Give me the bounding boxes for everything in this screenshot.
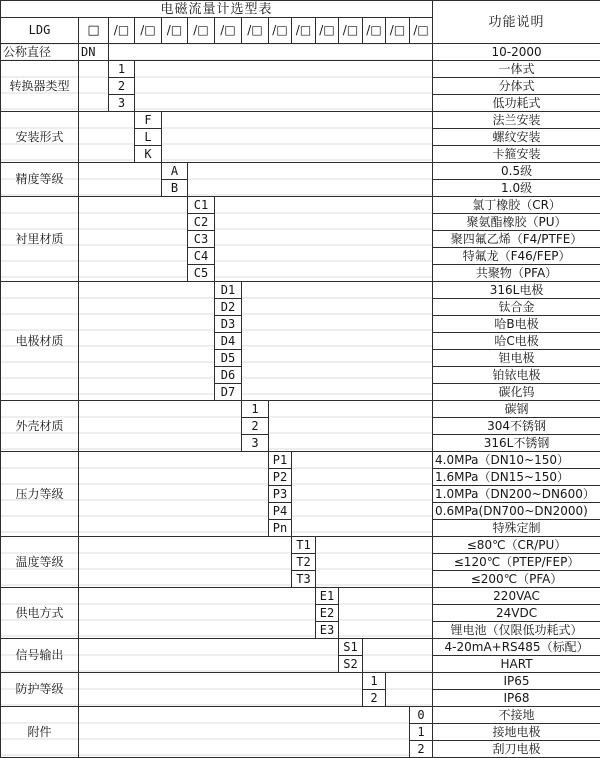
- option-desc-cell: 0.5级: [433, 163, 600, 180]
- option-row: [1, 44, 600, 61]
- option-desc-cell: 钛合金: [433, 299, 600, 316]
- option-desc-cell: 碳化钨: [433, 384, 600, 401]
- category-label: 温度等级: [1, 537, 79, 588]
- category-label: 防护等级: [1, 673, 79, 707]
- empty-cell: [363, 639, 433, 673]
- empty-cell: [188, 163, 433, 197]
- category-label: 安装形式: [1, 112, 79, 163]
- option-desc-cell: 螺纹安装: [433, 129, 600, 146]
- option-code-cell: D2: [215, 299, 242, 316]
- option-desc-cell: 304不锈钢: [433, 418, 600, 435]
- code-slot: /□: [410, 18, 433, 44]
- option-code-cell: C4: [188, 248, 215, 265]
- option-code-cell: D7: [215, 384, 242, 401]
- code-slot: /□: [363, 18, 386, 44]
- option-code-cell: K: [135, 146, 162, 163]
- code-box-placeholder: □: [79, 18, 109, 44]
- option-code-cell: E2: [316, 605, 339, 622]
- empty-cell: [135, 61, 433, 112]
- code-slot: /□: [162, 18, 188, 44]
- option-desc-cell: 4.0MPa（DN10~150）: [433, 452, 600, 469]
- option-code-cell: T2: [292, 554, 316, 571]
- option-code-cell: 1: [242, 401, 269, 418]
- option-desc-cell: 316L不锈钢: [433, 435, 600, 452]
- option-code-cell: F: [135, 112, 162, 129]
- option-desc-cell: 接地电极: [433, 724, 600, 741]
- code-slot: /□: [292, 18, 316, 44]
- empty-cell: [79, 197, 188, 282]
- empty-cell: [79, 673, 363, 707]
- option-desc-cell: 一体式: [433, 61, 600, 78]
- option-code-cell: S1: [339, 639, 363, 656]
- option-desc-cell: 不接地: [433, 707, 600, 724]
- empty-cell: [79, 537, 292, 588]
- option-code-cell: B: [162, 180, 188, 197]
- option-code-cell: P4: [269, 503, 292, 520]
- category-label: 转换器类型: [1, 61, 79, 112]
- option-desc-cell: IP65: [433, 673, 600, 690]
- empty-cell: [79, 707, 410, 758]
- option-code-cell: 2: [242, 418, 269, 435]
- option-desc-cell: 低功耗式: [433, 95, 600, 112]
- empty-cell: [79, 112, 135, 163]
- option-row: [1, 673, 600, 690]
- table-title: 电磁流量计选型表: [1, 1, 433, 18]
- option-desc-cell: 哈C电极: [433, 333, 600, 350]
- option-desc-cell: 1.0级: [433, 180, 600, 197]
- option-desc-cell: ≤120℃（PTEP/FEP）: [433, 554, 600, 571]
- option-code-cell: S2: [339, 656, 363, 673]
- option-desc-cell: 1.0MPa（DN200~DN600）: [433, 486, 600, 503]
- option-desc-cell: 钽电极: [433, 350, 600, 367]
- option-desc-cell: 卡箍安装: [433, 146, 600, 163]
- option-row: [1, 282, 600, 299]
- option-row: [1, 707, 600, 724]
- empty-cell: [79, 401, 242, 452]
- empty-cell: [79, 452, 269, 537]
- option-desc-cell: 聚四氟乙烯（F4/PTFE）: [433, 231, 600, 248]
- option-desc-cell: 聚氨酯橡胶（PU）: [433, 214, 600, 231]
- option-desc-cell: 0.6MPa(DN700~DN2000): [433, 503, 600, 520]
- option-code-cell: P2: [269, 469, 292, 486]
- option-row: [1, 401, 600, 418]
- option-code-cell: DN: [79, 44, 109, 61]
- option-code-cell: C5: [188, 265, 215, 282]
- option-row: [1, 61, 600, 78]
- category-label: 信号输出: [1, 639, 79, 673]
- option-code-cell: C2: [188, 214, 215, 231]
- option-desc-cell: ≤200℃（PFA）: [433, 571, 600, 588]
- option-code-cell: 2: [109, 78, 135, 95]
- option-code-cell: 0: [410, 707, 433, 724]
- option-desc-cell: 10-2000: [433, 44, 600, 61]
- option-desc-cell: 氯丁橡胶（CR）: [433, 197, 600, 214]
- option-row: [1, 163, 600, 180]
- empty-cell: [242, 282, 433, 401]
- category-label: 供电方式: [1, 588, 79, 639]
- category-label: 附件: [1, 707, 79, 758]
- option-code-cell: P3: [269, 486, 292, 503]
- category-label: 公称直径: [1, 44, 79, 61]
- code-slot: /□: [188, 18, 215, 44]
- option-desc-cell: 分体式: [433, 78, 600, 95]
- option-code-cell: 1: [363, 673, 386, 690]
- option-row: [1, 639, 600, 656]
- category-label: 衬里材质: [1, 197, 79, 282]
- option-code-cell: 2: [363, 690, 386, 707]
- empty-cell: [79, 61, 109, 112]
- option-desc-cell: 铂铱电极: [433, 367, 600, 384]
- option-code-cell: P1: [269, 452, 292, 469]
- option-desc-cell: 220VAC: [433, 588, 600, 605]
- empty-cell: [79, 639, 339, 673]
- option-desc-cell: 特氟龙（F46/FEP）: [433, 248, 600, 265]
- option-desc-cell: 24VDC: [433, 605, 600, 622]
- option-desc-cell: 1.6MPa（DN15~150）: [433, 469, 600, 486]
- option-code-cell: D3: [215, 316, 242, 333]
- empty-cell: [215, 197, 433, 282]
- code-slot: /□: [386, 18, 410, 44]
- option-desc-cell: 锂电池（仅限低功耗式）: [433, 622, 600, 639]
- empty-cell: [292, 452, 433, 537]
- header-row-title: [1, 1, 600, 18]
- empty-cell: [79, 282, 215, 401]
- empty-cell: [109, 44, 433, 61]
- code-slot: /□: [269, 18, 292, 44]
- empty-cell: [79, 588, 316, 639]
- empty-cell: [269, 401, 433, 452]
- option-code-cell: D4: [215, 333, 242, 350]
- option-row: [1, 588, 600, 605]
- option-code-cell: 3: [242, 435, 269, 452]
- option-desc-cell: 刮刀电极: [433, 741, 600, 758]
- category-label: 压力等级: [1, 452, 79, 537]
- code-slot: /□: [215, 18, 242, 44]
- empty-cell: [162, 112, 433, 163]
- option-code-cell: 1: [410, 724, 433, 741]
- option-code-cell: E3: [316, 622, 339, 639]
- option-code-cell: D1: [215, 282, 242, 299]
- option-code-cell: C1: [188, 197, 215, 214]
- option-code-cell: C3: [188, 231, 215, 248]
- option-row: [1, 537, 600, 554]
- option-desc-cell: 共聚物（PFA）: [433, 265, 600, 282]
- option-row: [1, 112, 600, 129]
- option-desc-cell: 法兰安装: [433, 112, 600, 129]
- option-desc-cell: 哈B电极: [433, 316, 600, 333]
- category-label: 电极材质: [1, 282, 79, 401]
- empty-cell: [79, 163, 162, 197]
- category-label: 外壳材质: [1, 401, 79, 452]
- code-slot: /□: [135, 18, 162, 44]
- option-code-cell: Pn: [269, 520, 292, 537]
- option-desc-cell: 特殊定制: [433, 520, 600, 537]
- option-desc-cell: 316L电极: [433, 282, 600, 299]
- function-desc-header: 功能说明: [433, 1, 600, 44]
- option-desc-cell: 碳钢: [433, 401, 600, 418]
- empty-cell: [316, 537, 433, 588]
- option-code-cell: A: [162, 163, 188, 180]
- option-code-cell: D6: [215, 367, 242, 384]
- option-desc-cell: HART: [433, 656, 600, 673]
- option-code-cell: 2: [410, 741, 433, 758]
- option-row: [1, 197, 600, 214]
- option-code-cell: 3: [109, 95, 135, 112]
- empty-cell: [386, 673, 433, 707]
- empty-cell: [339, 588, 433, 639]
- code-slot: /□: [316, 18, 339, 44]
- category-label: 精度等级: [1, 163, 79, 197]
- option-code-cell: D5: [215, 350, 242, 367]
- option-code-cell: T3: [292, 571, 316, 588]
- option-code-cell: T1: [292, 537, 316, 554]
- option-code-cell: L: [135, 129, 162, 146]
- code-slot: /□: [242, 18, 269, 44]
- option-desc-cell: ≤80℃（CR/PU）: [433, 537, 600, 554]
- option-code-cell: 1: [109, 61, 135, 78]
- model-prefix: LDG: [1, 18, 79, 44]
- code-slot: /□: [109, 18, 135, 44]
- option-desc-cell: 4-20mA+RS485（标配）: [433, 639, 600, 656]
- option-code-cell: E1: [316, 588, 339, 605]
- option-row: [1, 452, 600, 469]
- code-slot: /□: [339, 18, 363, 44]
- option-desc-cell: IP68: [433, 690, 600, 707]
